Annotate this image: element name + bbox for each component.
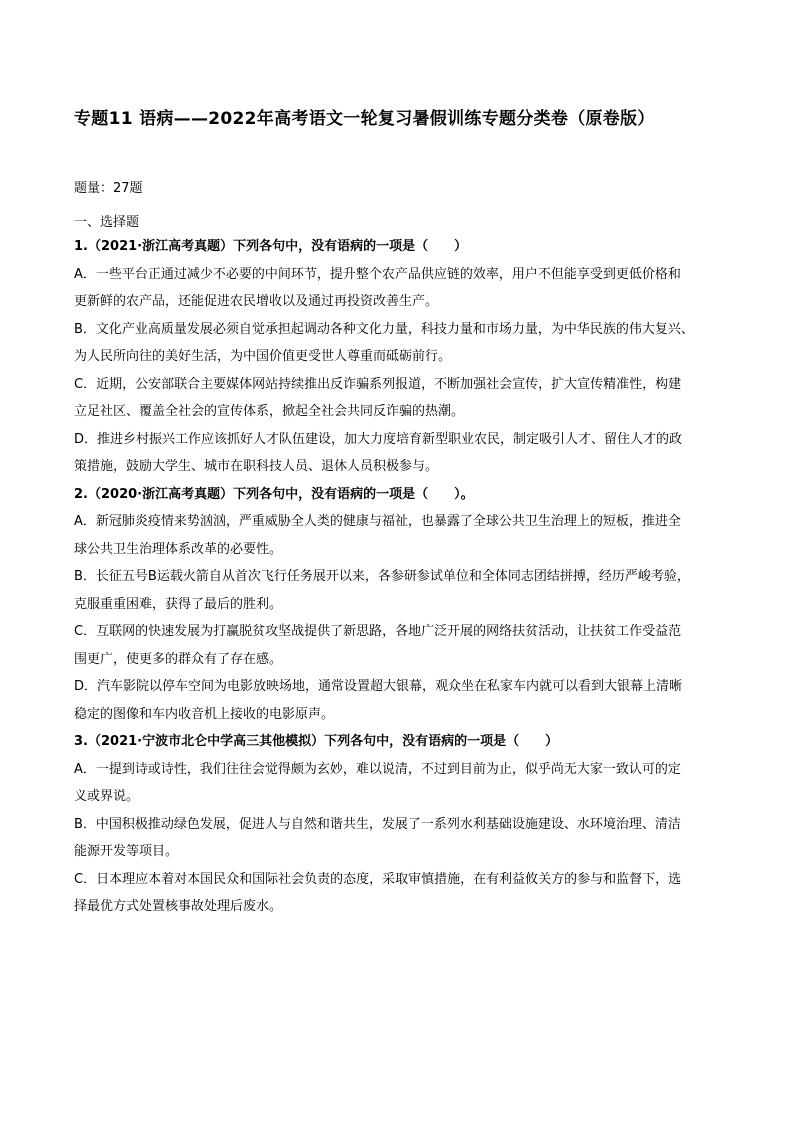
question-1-option-b-line-1: B．文化产业高质量发展必须自觉承担起调动各种文化力量，科技力量和市场力量，为中华民族的伟大复兴、 xyxy=(74,321,694,337)
question-1-option-b-line-2: 为人民所向往的美好生活，为中国价值更受世人尊重而砥砺前行。 xyxy=(74,349,452,364)
question-2-option-c-line-2: 围更广，使更多的群众有了存在感。 xyxy=(74,651,283,667)
question-1-option-a-line-2: 更新鲜的农产品，还能促进农民增收以及通过再投资改善生产。 xyxy=(74,294,439,309)
question-3-option-c-line-1: C．日本理应本着对本国民众和国际社会负责的态度，采取审慎措施，在有利益攸关方的参与和监督下，选 xyxy=(74,871,682,887)
question-3-option-b-line-1: B．中国积极推动绿色发展，促进人与自然和谐共生，发展了一系列水利基础设施建设、水环境治理、清洁 xyxy=(74,816,681,832)
question-3-option-b-line-2: 能源开发等项目。 xyxy=(74,844,179,859)
question-2-option-d-line-2: 稳定的图像和车内收音机上接收的电影原声。 xyxy=(74,706,335,722)
question-2-option-d-line-1: D．汽车影院以停车空间为电影放映场地，通常设置超大银幕，观众坐在私家车内就可以看到大银幕上清晰 xyxy=(74,679,683,694)
question-3-option-c-line-2: 择最优方式处置核事故处理后废水。 xyxy=(74,899,283,914)
question-list xyxy=(74,233,722,921)
question-2-option-b-line-2: 克服重重困难，获得了最后的胜利。 xyxy=(74,596,283,612)
section-heading: 一、选择题 xyxy=(74,215,140,230)
question-1-head: 1.（2021·浙江高考真题）下列各句中，没有语病的一项是（ ） xyxy=(74,239,468,254)
question-count: 题量：27题 xyxy=(74,181,143,196)
page-title: 专题11 语病——2022年高考语文一轮复习暑假训练专题分类卷（原卷版） xyxy=(74,109,655,129)
question-1-option-c-line-2: 立足社区、覆盖全社会的宣传体系，掀起全社会共同反诈骗的热潮。 xyxy=(74,404,465,419)
question-3-head: 3.（2021·宁波市北仑中学高三其他模拟）下列各句中，没有语病的一项是（ ） xyxy=(74,734,559,749)
question-2-option-c-line-1: C．互联网的快速发展为打赢脱贫攻坚战提供了新思路，各地广泛开展的网络扶贫活动，让扶贫工作受益范 xyxy=(74,624,682,639)
question-1-option-d-line-1: D．推进乡村振兴工作应该抓好人才队伍建设，加大力度培育新型职业农民，制定吸引人才、留住人才的政 xyxy=(74,431,683,447)
question-1-option-c-line-1: C．近期，公安部联合主要媒体网站持续推出反诈骗系列报道，不断加强社会宣传，扩大宣传精准性，构建 xyxy=(74,376,682,392)
question-1-option-d-line-2: 策措施，鼓励大学生、城市在职科技人员、退休人员积极参与。 xyxy=(74,459,439,474)
question-3-option-a-line-2: 义或界说。 xyxy=(74,789,140,804)
question-2-option-a-line-2: 球公共卫生治理体系改革的必要性。 xyxy=(74,541,283,557)
question-1-option-a-line-1: A．一些平台正通过减少不必要的中间环节，提升整个农产品供应链的效率，用户不但能享受到更低价格和 xyxy=(74,266,681,282)
question-3-option-a-line-1: A．一提到诗或诗性，我们往往会觉得颇为玄妙，难以说清，不过到目前为止，似乎尚无大家一致认可的定 xyxy=(74,761,681,777)
question-2-option-b-line-1: B．长征五号B运载火箭自从首次飞行任务展开以来，各参研参试单位和全体同志团结拼搏，经历严峻考验， xyxy=(74,569,690,584)
question-2-head: 2.（2020·浙江高考真题）下列各句中，没有语病的一项是（ ）。 xyxy=(74,486,474,502)
question-2-option-a-line-1: A．新冠肺炎疫情来势汹汹，严重威胁全人类的健康与福祉，也暴露了全球公共卫生治理上的短板，推进全 xyxy=(74,514,681,529)
